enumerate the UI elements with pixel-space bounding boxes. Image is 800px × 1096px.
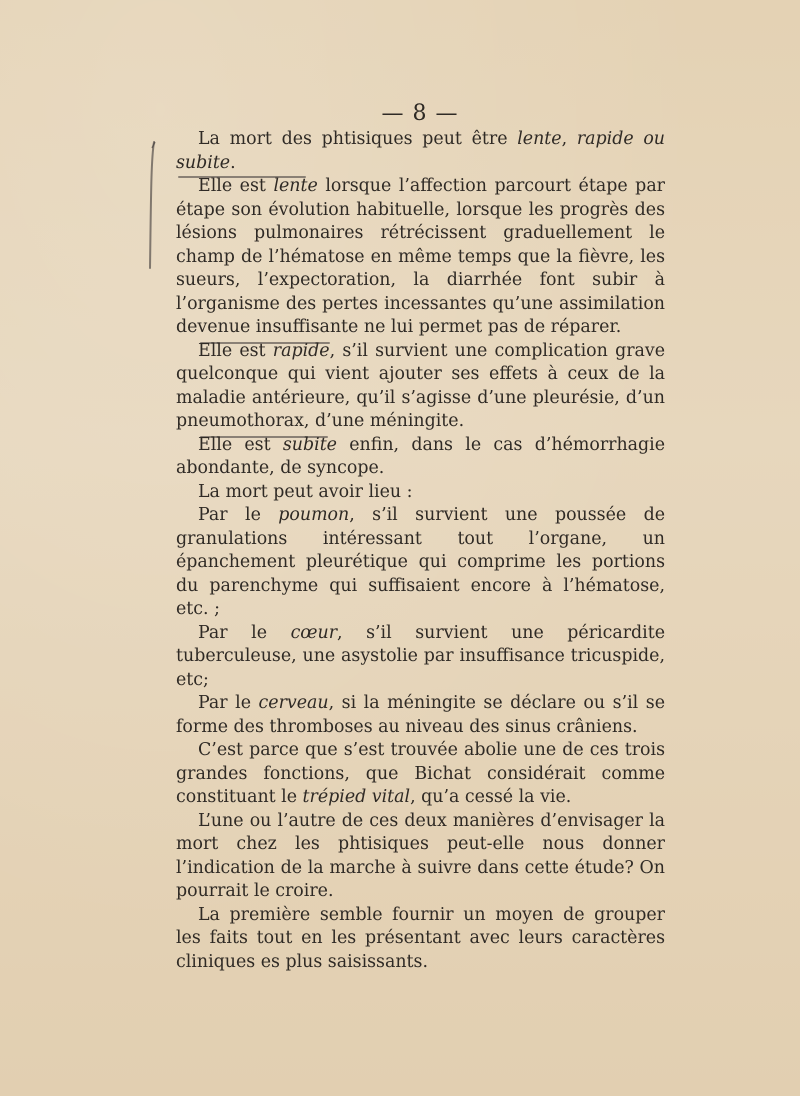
italic-text: lente <box>273 176 318 196</box>
italic-text: rapide <box>272 340 330 361</box>
text-run: enfin, dans le cas d’hémorrhagie abondante, de syncope. <box>176 434 665 478</box>
text-run: lorsque l’affection parcourt étape par étape son évolution habituelle, lorsque les progrès des lésions pulmonaires rétrécissent graduellement le champ de l’hématose en même temps que la fièvre, les sueurs, l’expectoration, la diarrhée font subir à l’organisme des pertes incessantes qu’une assimilation devenue insuffisante ne lui permet pas de réparer. <box>176 176 665 337</box>
paragraph <box>176 434 665 481</box>
body-text <box>176 128 665 974</box>
text-run: . <box>230 152 236 173</box>
italic-text: poumon <box>278 505 350 525</box>
italic-text: rapide ou subite <box>176 129 665 173</box>
paragraph <box>176 904 665 975</box>
text-run: , si la méningite se déclare ou s’il se forme des thromboses au niveau des sinus crâniens. <box>176 693 665 737</box>
text-run: C’est parce que s’est trouvée abolie une de ces trois grandes fonctions, que Bichat considérait comme constituant le <box>176 740 665 807</box>
text-run: , s’il survient une péricardite tuberculeuse, une asystolie par insuffisance tricuspide, etc; <box>176 622 665 690</box>
italic-text: trépied vital <box>302 787 411 807</box>
text-run: Par le <box>198 505 279 525</box>
paragraph <box>176 481 665 505</box>
italic-text: lente <box>517 129 562 149</box>
text-run: L’une ou l’autre de ces deux manières d’envisager la mort chez les phtisiques peut-elle nous donner l’indication de la marche à suivre dans cette étude? On pourrait le croire. <box>176 810 665 901</box>
italic-text: cerveau <box>258 693 329 713</box>
text-run: , s’il survient une poussée de granulations intéressant tout l’organe, un épanchement pleurétique qui comprime les portions du parenchyme qui suffisaient encore à l’hématose, etc. ; <box>176 505 665 619</box>
paragraph <box>176 622 665 693</box>
paragraph <box>176 504 665 622</box>
paragraph <box>176 739 665 810</box>
text-run: , qu’a cessé la vie. <box>410 787 572 807</box>
text-run: , <box>561 129 577 149</box>
text-run: La mort peut avoir lieu : <box>198 481 413 502</box>
text-run: La mort des phtisiques peut être <box>198 129 518 149</box>
paragraph <box>176 340 665 434</box>
text-run: Elle est <box>198 340 273 361</box>
paragraph <box>176 810 665 904</box>
text-run: La première semble fournir un moyen de grouper les faits tout en les présentant avec leurs caractères cliniques es plus saisissants. <box>176 904 665 972</box>
text-run: , s’il survient une complication grave quelconque qui vient ajouter ses effets à ceux de la maladie antérieure, qu’il s’agisse d’une pleurésie, d’un pneumothorax, d’une méningite. <box>176 340 665 431</box>
text-run: Elle est <box>198 434 283 455</box>
italic-text: cœur <box>290 622 338 643</box>
text-run: Par le <box>198 693 259 713</box>
italic-text: subite <box>282 434 337 455</box>
pencil-margin-mark <box>148 140 156 270</box>
text-run: Elle est <box>198 176 274 196</box>
page-number: — 8 — <box>381 101 459 126</box>
paragraph <box>176 692 665 739</box>
text-run: Par le <box>198 622 291 643</box>
paragraph <box>176 128 665 175</box>
paragraph <box>176 175 665 340</box>
